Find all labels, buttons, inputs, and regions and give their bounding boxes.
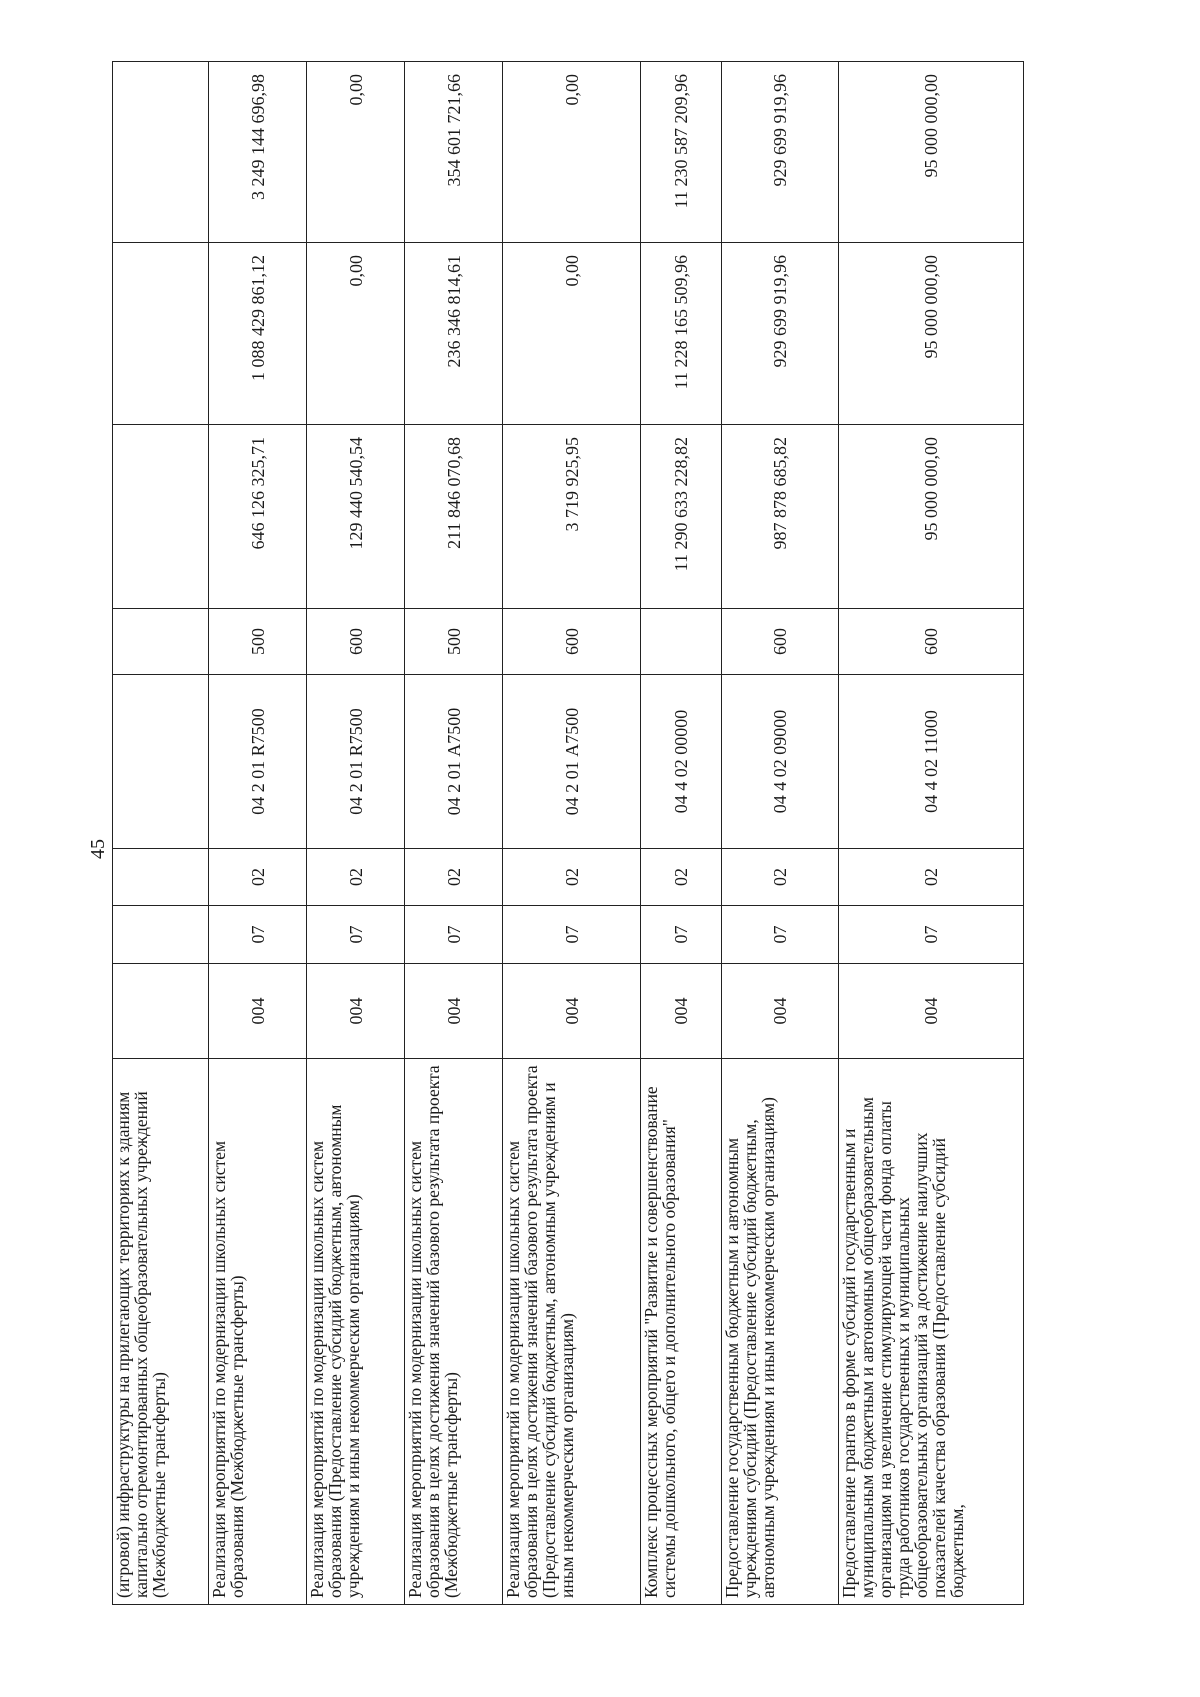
- expense-type-cell: [113, 609, 209, 675]
- amount-year3-cell: [113, 62, 209, 243]
- row-name-cell: Реализация мероприятий по модернизации школьных систем образования (Межбюджетные трансферты): [209, 1059, 307, 1605]
- expense-type-cell: 600: [722, 609, 839, 675]
- amount-year2-cell: 1 088 429 861,12: [209, 243, 307, 425]
- target-article-cell: 04 4 02 00000: [641, 675, 722, 849]
- table-row: [405, 62, 503, 1605]
- amount-year3-cell: 354 601 721,66: [405, 62, 503, 243]
- subsection-code-cell: 02: [405, 849, 503, 906]
- table-row: [722, 62, 839, 1605]
- section-code-cell: 07: [722, 906, 839, 964]
- amount-year1-cell: 987 878 685,82: [722, 425, 839, 609]
- subsection-code-cell: [113, 849, 209, 906]
- amount-year1-cell: 11 290 633 228,82: [641, 425, 722, 609]
- section-code-cell: 07: [641, 906, 722, 964]
- amount-year1-cell: 211 846 070,68: [405, 425, 503, 609]
- section-code-cell: 07: [307, 906, 405, 964]
- expense-type-cell: [641, 609, 722, 675]
- amount-year3-cell: 0,00: [503, 62, 641, 243]
- section-code-cell: 07: [503, 906, 641, 964]
- expense-type-cell: 600: [503, 609, 641, 675]
- section-code-cell: 07: [405, 906, 503, 964]
- ministry-code-cell: 004: [722, 964, 839, 1059]
- expense-type-cell: 600: [307, 609, 405, 675]
- subsection-code-cell: 02: [307, 849, 405, 906]
- amount-year3-cell: 95 000 000,00: [839, 62, 1024, 243]
- row-name-cell: Комплекс процессных мероприятий "Развитие и совершенствование системы дошкольного, общего и дополнительного образования": [641, 1059, 722, 1605]
- amount-year1-cell: 3 719 925,95: [503, 425, 641, 609]
- subsection-code-cell: 02: [641, 849, 722, 906]
- amount-year3-cell: 11 230 587 209,96: [641, 62, 722, 243]
- rotated-budget-table: [112, 62, 1135, 1605]
- table-row: [641, 62, 722, 1605]
- target-article-cell: 04 2 01 А7500: [405, 675, 503, 849]
- ministry-code-cell: 004: [405, 964, 503, 1059]
- amount-year2-cell: 929 699 919,96: [722, 243, 839, 425]
- amount-year3-cell: 929 699 919,96: [722, 62, 839, 243]
- row-name-cell: Реализация мероприятий по модернизации школьных систем образования в целях достижения значений базового результата проекта (Предоставление субсидий бюджетным, автономным учреждениям и иным некоммерческим организациям): [503, 1059, 641, 1605]
- target-article-cell: 04 2 01 А7500: [503, 675, 641, 849]
- expense-type-cell: 500: [405, 609, 503, 675]
- target-article-cell: 04 4 02 11000: [839, 675, 1024, 849]
- subsection-code-cell: 02: [839, 849, 1024, 906]
- amount-year2-cell: 95 000 000,00: [839, 243, 1024, 425]
- ministry-code-cell: 004: [503, 964, 641, 1059]
- section-code-cell: 07: [839, 906, 1024, 964]
- amount-year3-cell: 0,00: [307, 62, 405, 243]
- subsection-code-cell: 02: [209, 849, 307, 906]
- amount-year2-cell: 236 346 814,61: [405, 243, 503, 425]
- amount-year1-cell: 95 000 000,00: [839, 425, 1024, 609]
- subsection-code-cell: 02: [722, 849, 839, 906]
- ministry-code-cell: [113, 964, 209, 1059]
- expense-type-cell: 500: [209, 609, 307, 675]
- page-number: 45: [87, 839, 109, 859]
- row-name-cell: Реализация мероприятий по модернизации школьных систем образования (Предоставление субсидий бюджетным, автономным учреждениям и иным некоммерческим организациям): [307, 1059, 405, 1605]
- section-code-cell: 07: [209, 906, 307, 964]
- amount-year2-cell: 0,00: [307, 243, 405, 425]
- target-article-cell: [113, 675, 209, 849]
- ministry-code-cell: 004: [839, 964, 1024, 1059]
- target-article-cell: 04 2 01 R7500: [307, 675, 405, 849]
- section-code-cell: [113, 906, 209, 964]
- amount-year2-cell: 0,00: [503, 243, 641, 425]
- table-row: [503, 62, 641, 1605]
- amount-year1-cell: [113, 425, 209, 609]
- row-name-cell: Предоставление государственным бюджетным и автономным учреждениям субсидий (Предоставление субсидий бюджетным, автономным учреждениям и иным некоммерческим организациям): [722, 1059, 839, 1605]
- table-row: [839, 62, 1024, 1605]
- table-row: [113, 62, 209, 1605]
- table-row: [209, 62, 307, 1605]
- row-name-cell: (игровой) инфраструктуры на прилегающих территориях к зданиям капитально отремонтированных общеобразовательных учреждений (Межбюджетные трансферты): [113, 1059, 209, 1605]
- budget-table: [112, 61, 1024, 1605]
- row-name-cell: Реализация мероприятий по модернизации школьных систем образования в целях достижения значений базового результата проекта (Межбюджетные трансферты): [405, 1059, 503, 1605]
- ministry-code-cell: 004: [307, 964, 405, 1059]
- amount-year2-cell: 11 228 165 509,96: [641, 243, 722, 425]
- amount-year3-cell: 3 249 144 696,98: [209, 62, 307, 243]
- subsection-code-cell: 02: [503, 849, 641, 906]
- amount-year1-cell: 129 440 540,54: [307, 425, 405, 609]
- amount-year2-cell: [113, 243, 209, 425]
- expense-type-cell: 600: [839, 609, 1024, 675]
- table-row: [307, 62, 405, 1605]
- ministry-code-cell: 004: [641, 964, 722, 1059]
- target-article-cell: 04 4 02 09000: [722, 675, 839, 849]
- ministry-code-cell: 004: [209, 964, 307, 1059]
- target-article-cell: 04 2 01 R7500: [209, 675, 307, 849]
- row-name-cell: Предоставление грантов в форме субсидий государственным и муниципальным бюджетным и автономным общеобразовательным организациям на увеличение стимулирующей части фонда оплаты труда работников государственных и муниципальных общеобразовательных организаций за достижение наилучших показателей качества образования (Предоставление субсидий бюджетным,: [839, 1059, 1024, 1605]
- amount-year1-cell: 646 126 325,71: [209, 425, 307, 609]
